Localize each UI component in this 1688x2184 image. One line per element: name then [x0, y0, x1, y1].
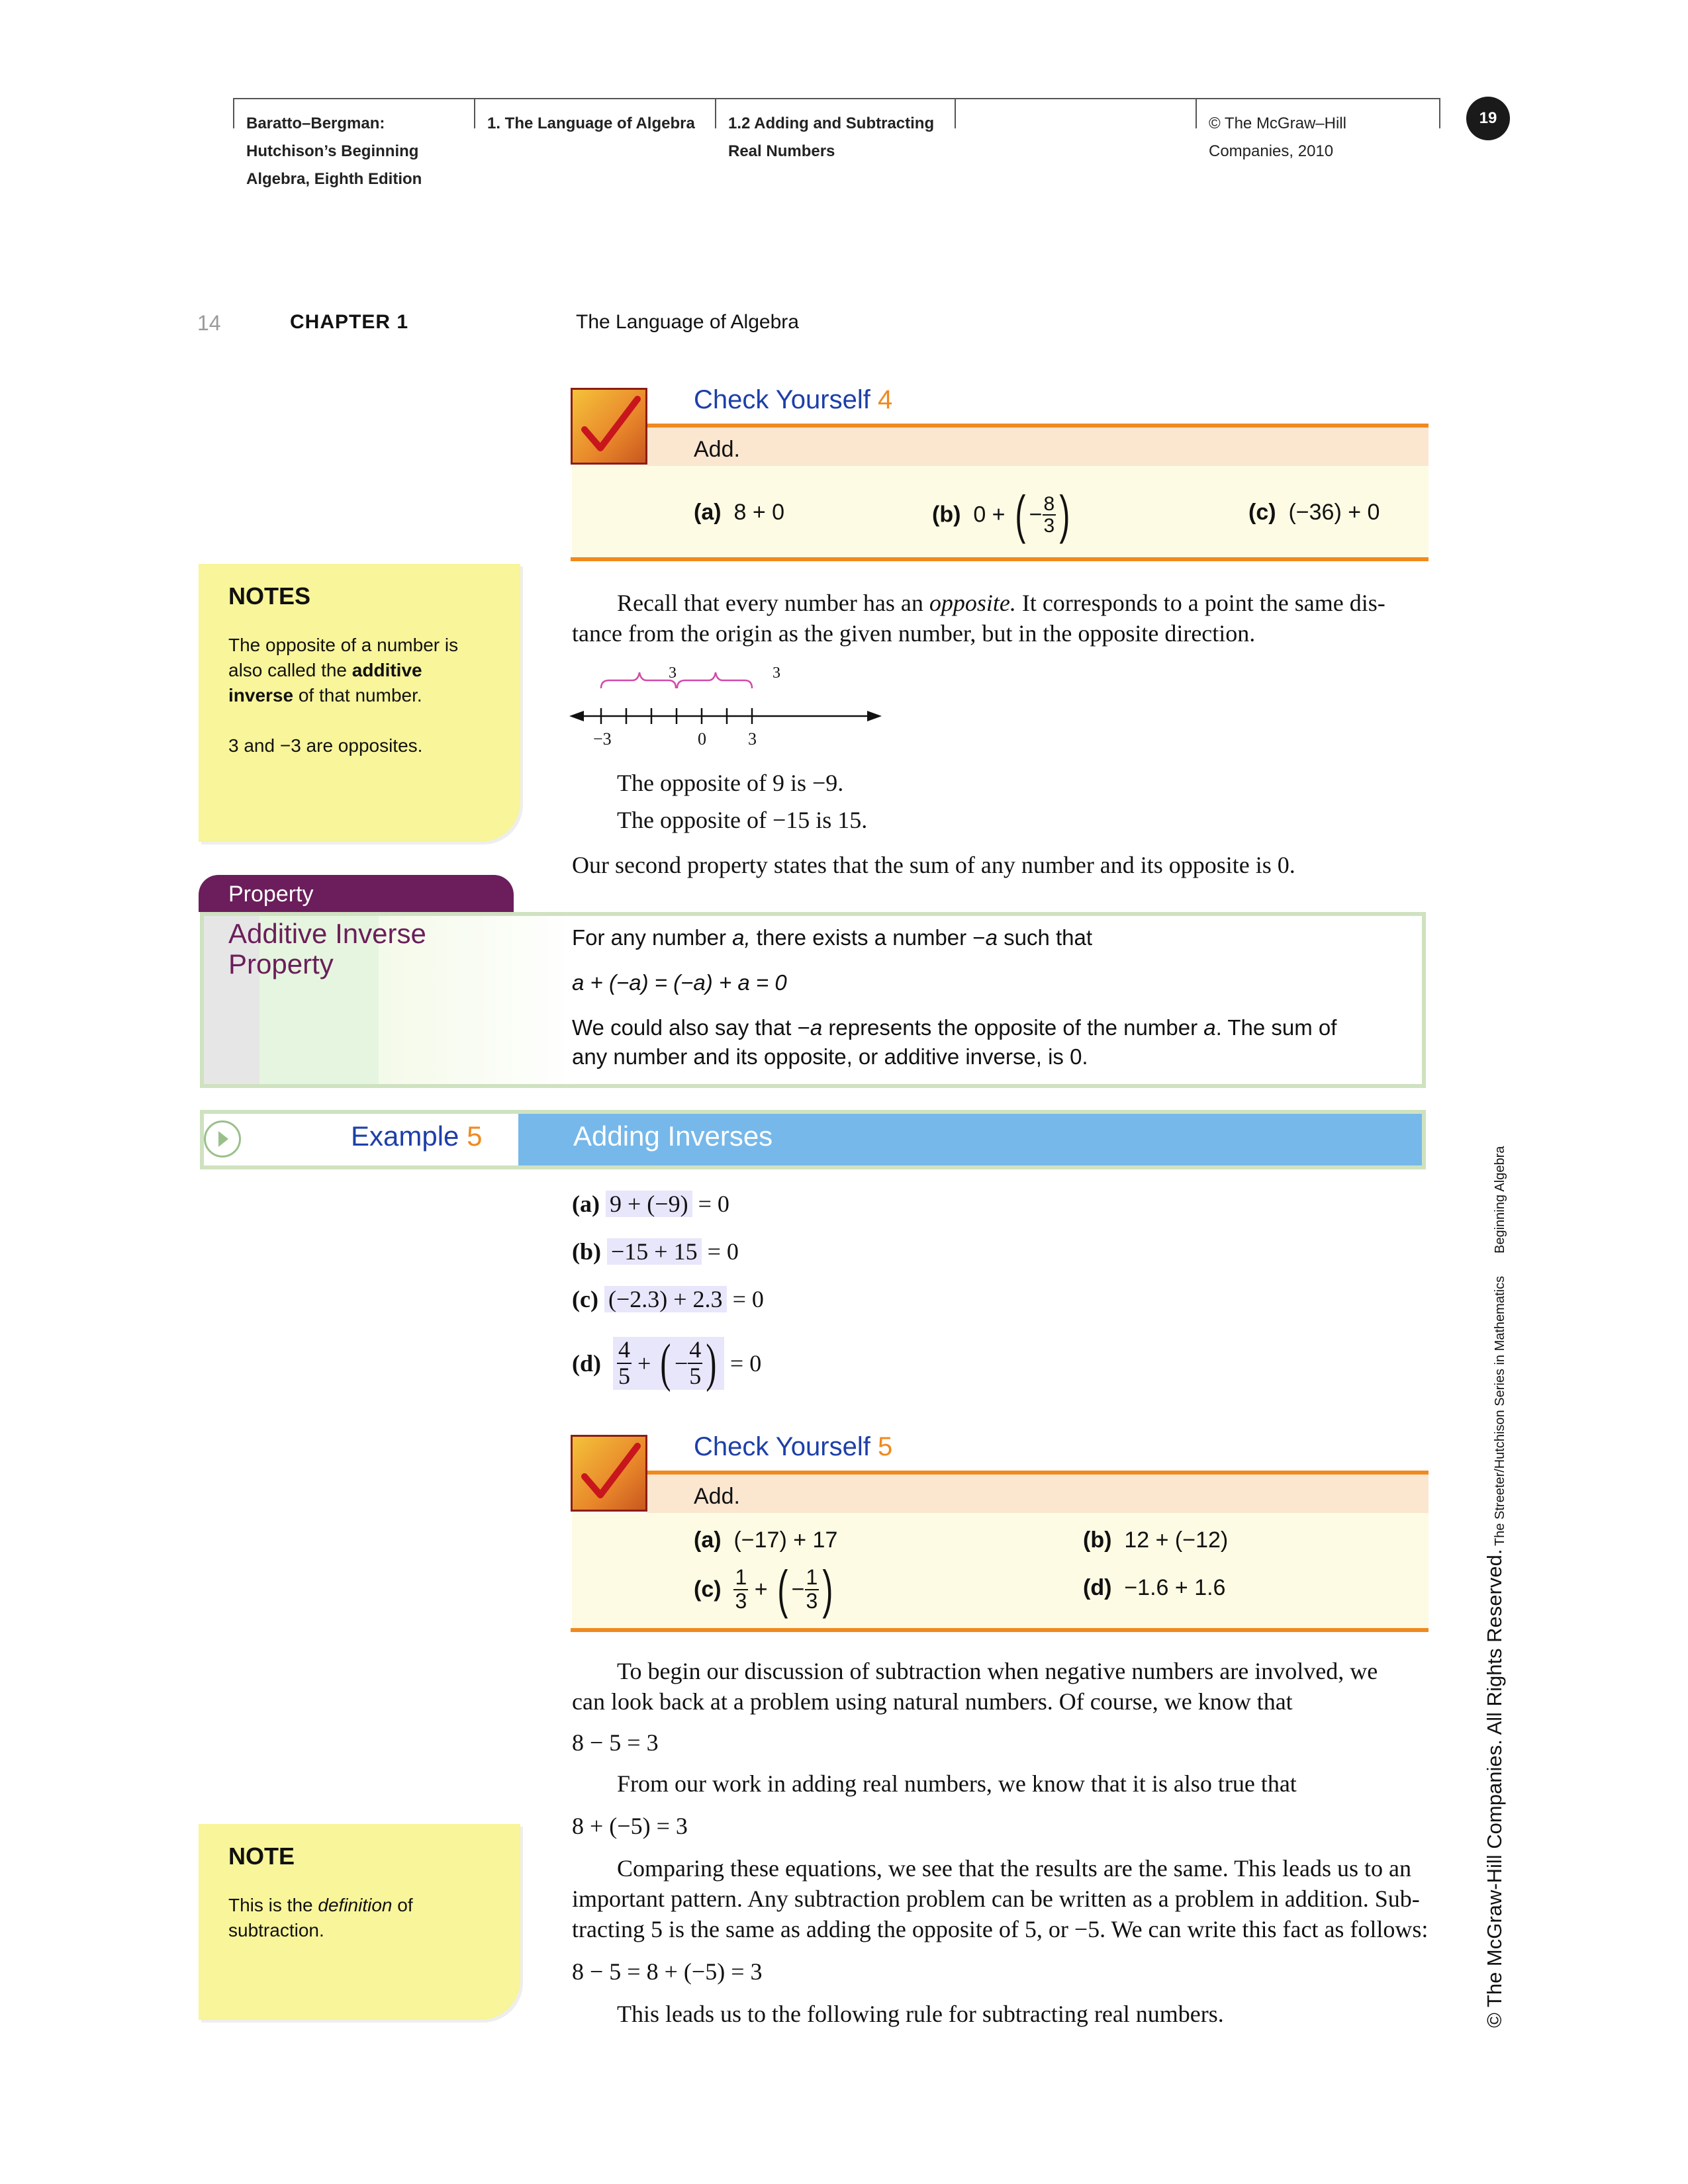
example-title: Adding Inverses: [573, 1120, 773, 1152]
item-label: (a): [694, 500, 722, 525]
number-line-tick-label: 0: [698, 729, 706, 749]
orange-rule: [571, 557, 1429, 561]
number-line-tick-label: 3: [748, 729, 757, 749]
header-copyright: [1209, 110, 1346, 165]
property-var: a: [985, 925, 998, 950]
item-expression: 12 + (−12): [1124, 1527, 1229, 1553]
left-paren: (: [660, 1334, 671, 1392]
notes-text-part: of that number.: [293, 685, 422, 705]
subtraction-paragraph-4: This leads us to the following rule for subtracting real numbers.: [617, 2001, 1224, 2027]
check-4-item-b: [932, 485, 1074, 544]
subtraction-paragraph-3: Comparing these equations, we see that the results are the same. This leads us to an: [617, 1855, 1412, 1882]
property-var: a: [810, 1015, 823, 1040]
check-yourself-label: Check Yourself: [694, 1432, 870, 1461]
property-tab-label: Property: [228, 882, 314, 907]
check-yourself-label: Check Yourself: [694, 385, 870, 414]
brace-right: [677, 672, 752, 688]
numerator: 1: [735, 1565, 747, 1590]
item-label: (a): [694, 1527, 722, 1553]
header-section-line: Real Numbers: [728, 142, 835, 160]
note-text-part: of: [392, 1895, 413, 1915]
check-4-item-a: [694, 500, 784, 525]
subtraction-paragraph-1: To begin our discussion of subtraction when negative numbers are involved, we: [617, 1658, 1378, 1684]
check-5-item-b: [1083, 1527, 1228, 1553]
orange-rule: [571, 1628, 1429, 1632]
numerator: 1: [806, 1565, 818, 1590]
number-line-brace-label: 3: [773, 664, 780, 682]
notes-heading: NOTES: [228, 582, 311, 610]
notes-text-part: also called the: [228, 660, 352, 680]
running-page-number: 14: [197, 311, 221, 335]
equation-3: 8 − 5 = 8 + (−5) = 3: [572, 1958, 763, 1985]
paragraph-text: It corresponds to a point the same dis-: [1015, 590, 1385, 616]
item-expression: [613, 1334, 724, 1392]
side-rights: © The McGraw-Hill Companies. All Rights Reserved.: [1483, 1549, 1506, 2028]
property-text: there exists a number −: [750, 925, 986, 950]
page-number-badge: 19: [1466, 97, 1510, 140]
item-label: (b): [572, 1238, 601, 1265]
item-expression: (−2.3) + 2.3: [604, 1286, 727, 1312]
note-text-part: This is the: [228, 1895, 318, 1915]
example-item-a: [572, 1190, 729, 1218]
item-expression: (−17) + 17: [733, 1527, 838, 1553]
property-var: a: [1203, 1015, 1216, 1040]
running-chapter-label: CHAPTER 1: [290, 311, 409, 333]
property-text: For any number: [572, 925, 733, 950]
item-label: (c): [572, 1286, 598, 1312]
property-explanation: [572, 1015, 1336, 1040]
item-label: (a): [572, 1191, 600, 1217]
paragraph-text: Recall that every number has an: [617, 590, 929, 616]
property-equation: a + (−a) = (−a) + a = 0: [572, 970, 787, 995]
instruction-band: [647, 428, 1429, 466]
note-emphasis: definition: [318, 1895, 393, 1915]
numerator: 4: [689, 1336, 702, 1363]
play-arrow-icon: [204, 1120, 241, 1158]
checkmark-icon: [571, 1435, 647, 1512]
number-line-brace-label: 3: [669, 664, 677, 682]
check-yourself-4-instruction: Add.: [694, 437, 740, 462]
equation-2: 8 + (−5) = 3: [572, 1813, 688, 1839]
item-result: = 0: [729, 1350, 762, 1377]
header-book-line: Algebra, Eighth Edition: [246, 170, 422, 188]
right-paren: ): [706, 1334, 717, 1392]
item-expression: 9 + (−9): [606, 1191, 692, 1217]
paragraph-emphasis: opposite.: [929, 590, 1016, 616]
example-item-b: [572, 1238, 739, 1265]
notes-bold: inverse: [228, 685, 294, 705]
item-label: (c): [1248, 500, 1276, 525]
plus-sign: +: [637, 1350, 651, 1377]
check-4-item-c: [1248, 500, 1380, 525]
check-5-item-d: [1083, 1575, 1225, 1601]
notes-text: [228, 633, 506, 708]
side-subject: Beginning Algebra: [1493, 1146, 1507, 1253]
item-fraction: [1043, 494, 1056, 537]
minus-sign: −: [791, 1576, 805, 1602]
item-label: (b): [932, 502, 961, 527]
header-book: [246, 110, 422, 193]
denominator: 3: [806, 1589, 818, 1613]
check-yourself-4-title: [694, 385, 892, 415]
check-yourself-5-instruction: Add.: [694, 1484, 740, 1509]
notes-opposites: 3 and −3 are opposites.: [228, 735, 423, 756]
item-result: = 0: [707, 1238, 739, 1265]
fraction: [617, 1338, 632, 1389]
check-yourself-number: 5: [877, 1432, 893, 1461]
subtraction-paragraph-1-line-2: can look back at a problem using natural numbers. Of course, we know that: [572, 1688, 1293, 1715]
header-section: [728, 110, 934, 165]
note-heading: NOTE: [228, 1843, 295, 1870]
opposite-paragraph: [572, 588, 1430, 618]
side-series: The Streeter/Hutchison Series in Mathematics: [1493, 1276, 1507, 1546]
left-paren: (: [1015, 485, 1026, 544]
numerator: 4: [618, 1336, 630, 1363]
item-label: (b): [1083, 1527, 1112, 1553]
denominator: 3: [735, 1589, 747, 1613]
plus-sign: +: [754, 1576, 768, 1602]
subtraction-paragraph-3-line-2: important pattern. Any subtraction problem can be written as a problem in addition. Sub-: [572, 1886, 1420, 1912]
left-arrow: [569, 711, 584, 721]
check-yourself-5-title: [694, 1432, 892, 1462]
property-explanation-line-2: any number and its opposite, or additive inverse, is 0.: [572, 1044, 1088, 1069]
notes-line: The opposite of a number is: [228, 635, 459, 655]
property-tab: [199, 875, 514, 912]
subtraction-paragraph-3-line-3: tracting 5 is the same as adding the opposite of 5, or −5. We can write this fact as follows:: [572, 1916, 1429, 1942]
property-text: We could also say that −: [572, 1015, 810, 1040]
header-book-line: Baratto–Bergman:: [246, 114, 385, 132]
denominator: 3: [1043, 515, 1055, 537]
denominator: 5: [689, 1363, 702, 1389]
running-chapter-title: The Language of Algebra: [576, 311, 799, 333]
property-text: . The sum of: [1215, 1015, 1337, 1040]
fraction: [733, 1567, 748, 1612]
item-label: (c): [694, 1576, 722, 1602]
denominator: 5: [618, 1363, 630, 1389]
item-expression: −1.6 + 1.6: [1124, 1575, 1226, 1600]
minus-sign: −: [674, 1350, 688, 1377]
right-paren: ): [1059, 485, 1070, 544]
header-section-line: 1.2 Adding and Subtracting: [728, 114, 935, 132]
header-book-line: Hutchison’s Beginning: [246, 142, 419, 160]
header-copyright-line: © The McGraw–Hill: [1209, 114, 1346, 132]
checkmark-icon: [571, 388, 647, 465]
property-name: [228, 919, 426, 979]
item-result: = 0: [732, 1286, 764, 1312]
equation-1: 8 − 5 = 3: [572, 1729, 659, 1756]
item-expression: 8 + 0: [733, 500, 785, 525]
notes-bold: additive: [352, 660, 422, 680]
property-text: represents the opposite of the number: [822, 1015, 1204, 1040]
item-expression: −15 + 15: [607, 1238, 702, 1265]
number-line-tick-label: −3: [593, 729, 612, 749]
item-prefix: 0 +: [973, 502, 1006, 527]
property-statement: [572, 925, 1092, 950]
item-sign: −: [1029, 502, 1043, 527]
example-number: 5: [467, 1120, 483, 1152]
right-paren: ): [822, 1560, 833, 1619]
item-label: (d): [1083, 1575, 1112, 1600]
property-name-line: Additive Inverse: [228, 918, 426, 949]
header-chapter: 1. The Language of Algebra: [487, 114, 695, 132]
note-line: subtraction.: [228, 1920, 324, 1940]
brace-left: [601, 672, 676, 688]
example-word: Example: [351, 1120, 459, 1152]
right-arrow: [867, 711, 882, 721]
fraction: [688, 1338, 702, 1389]
header-copyright-line: Companies, 2010: [1209, 142, 1334, 160]
instruction-band: [647, 1475, 1429, 1513]
property-name-line: Property: [228, 948, 334, 979]
property-text: such that: [997, 925, 1093, 950]
item-label: (d): [572, 1350, 601, 1377]
numerator: 8: [1043, 492, 1055, 515]
opposite-of-9: The opposite of 9 is −9.: [617, 770, 844, 796]
number-line: [569, 660, 887, 753]
opposite-paragraph-line-2: tance from the origin as the given number, but in the opposite direction.: [572, 620, 1256, 647]
property-var: a,: [732, 925, 751, 950]
check-5-item-a: [694, 1527, 837, 1553]
opposite-of-neg-15: The opposite of −15 is 15.: [617, 807, 868, 833]
example-label: [351, 1120, 482, 1152]
note-text: [228, 1893, 413, 1943]
second-property-sentence: Our second property states that the sum of any number and its opposite is 0.: [572, 852, 1295, 878]
item-result: = 0: [698, 1191, 729, 1217]
left-paren: (: [777, 1560, 788, 1619]
check-5-item-c: [694, 1560, 837, 1619]
subtraction-paragraph-2: From our work in adding real numbers, we know that it is also true that: [617, 1770, 1297, 1797]
example-item-c: [572, 1285, 764, 1313]
check-yourself-number: 4: [877, 385, 893, 414]
fraction: [805, 1567, 820, 1612]
example-item-d: [572, 1334, 762, 1392]
item-expression: (−36) + 0: [1288, 500, 1380, 525]
